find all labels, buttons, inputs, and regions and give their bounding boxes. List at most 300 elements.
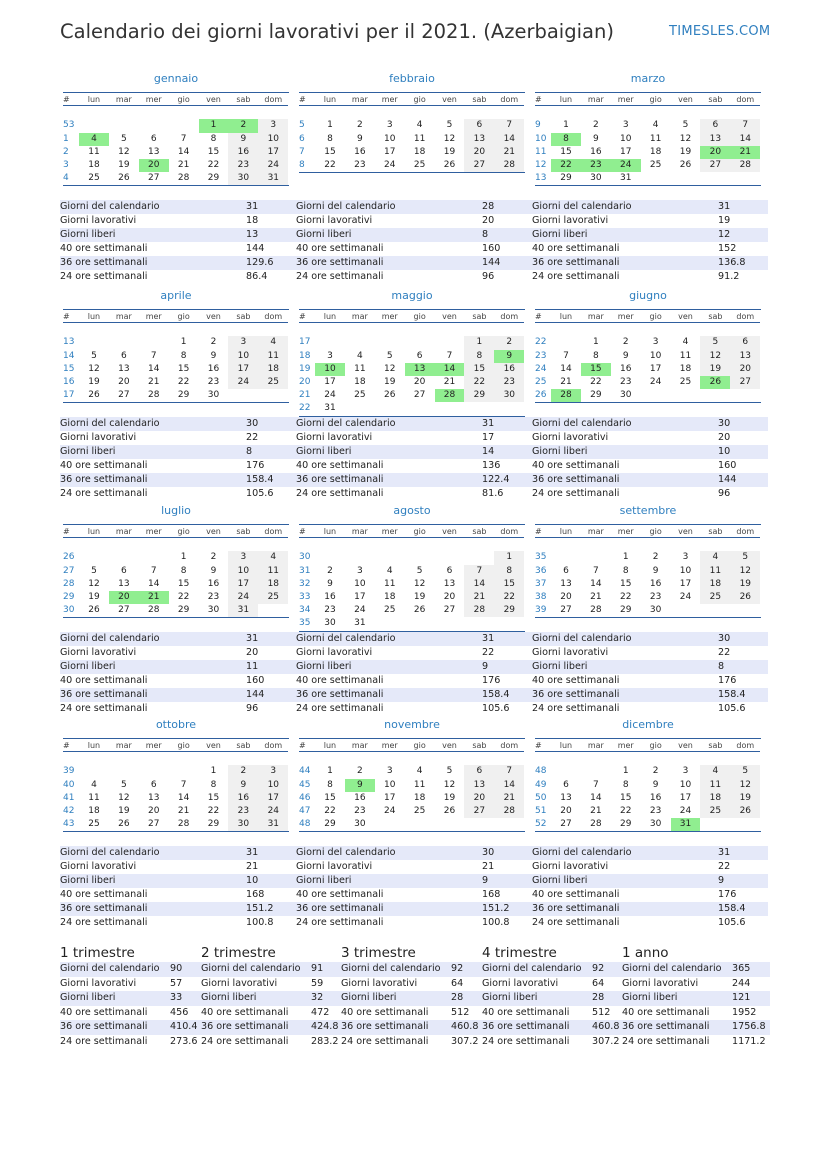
day-cell[interactable]: 24 bbox=[679, 591, 692, 602]
day-cell[interactable]: 12 bbox=[700, 350, 730, 363]
day-cell[interactable]: 27 bbox=[118, 390, 130, 401]
day-cell[interactable]: 29 bbox=[560, 173, 572, 184]
day-cell[interactable]: 8 bbox=[327, 133, 333, 144]
day-cell[interactable]: 16 bbox=[354, 792, 366, 803]
day-cell[interactable]: 10 bbox=[228, 565, 258, 578]
day-cell[interactable]: 13 bbox=[118, 578, 130, 589]
day-cell[interactable]: 26 bbox=[679, 159, 692, 170]
day-cell[interactable]: 18 bbox=[413, 792, 426, 803]
day-cell[interactable]: 1 bbox=[563, 120, 569, 131]
day-cell[interactable]: 25 bbox=[700, 805, 730, 818]
day-cell[interactable]: 10 bbox=[315, 363, 345, 376]
day-cell[interactable]: 29 bbox=[324, 819, 336, 830]
day-cell[interactable]: 6 bbox=[730, 336, 760, 349]
day-cell[interactable]: 13 bbox=[464, 779, 494, 792]
day-cell[interactable]: 7 bbox=[592, 565, 599, 576]
day-cell[interactable]: 20 bbox=[109, 591, 139, 604]
day-cell[interactable]: 10 bbox=[649, 350, 662, 361]
day-cell[interactable]: 19 bbox=[730, 792, 760, 805]
day-cell[interactable]: 28 bbox=[177, 173, 190, 184]
day-cell[interactable]: 25 bbox=[354, 390, 366, 401]
day-cell[interactable]: 10 bbox=[679, 565, 692, 576]
day-cell[interactable]: 8 bbox=[180, 350, 187, 361]
day-cell[interactable]: 12 bbox=[384, 363, 396, 374]
day-cell[interactable]: 24 bbox=[324, 390, 336, 401]
day-cell[interactable]: 12 bbox=[679, 133, 692, 144]
day-cell[interactable]: 18 bbox=[700, 578, 730, 591]
day-cell[interactable]: 13 bbox=[443, 578, 456, 589]
day-cell[interactable]: 24 bbox=[258, 159, 288, 172]
day-cell[interactable]: 10 bbox=[228, 350, 258, 363]
day-cell[interactable]: 26 bbox=[384, 390, 396, 401]
day-cell[interactable]: 14 bbox=[730, 133, 760, 146]
day-cell[interactable]: 20 bbox=[560, 805, 572, 816]
day-cell[interactable]: 1 bbox=[180, 337, 187, 348]
day-cell[interactable]: 19 bbox=[88, 591, 100, 602]
day-cell[interactable]: 15 bbox=[207, 146, 220, 157]
day-cell[interactable]: 9 bbox=[652, 779, 659, 790]
day-cell[interactable]: 12 bbox=[88, 578, 100, 589]
day-cell[interactable]: 14 bbox=[560, 363, 572, 374]
day-cell[interactable]: 21 bbox=[148, 376, 160, 387]
day-cell[interactable]: 10 bbox=[258, 779, 288, 792]
day-cell[interactable]: 12 bbox=[118, 146, 130, 157]
day-cell[interactable]: 26 bbox=[118, 819, 130, 830]
day-cell[interactable]: 2 bbox=[622, 337, 629, 348]
day-cell[interactable]: 7 bbox=[464, 565, 494, 578]
day-cell[interactable]: 19 bbox=[118, 159, 130, 170]
day-cell[interactable]: 11 bbox=[700, 565, 730, 578]
day-cell[interactable]: 31 bbox=[258, 172, 288, 185]
day-cell[interactable]: 19 bbox=[730, 578, 760, 591]
day-cell[interactable]: 5 bbox=[91, 565, 97, 576]
day-cell[interactable]: 21 bbox=[443, 376, 456, 387]
day-cell[interactable]: 6 bbox=[150, 133, 157, 144]
day-cell[interactable]: 6 bbox=[150, 779, 157, 790]
day-cell[interactable]: 6 bbox=[120, 565, 127, 576]
day-cell[interactable]: 28 bbox=[148, 605, 160, 616]
day-cell[interactable]: 2 bbox=[228, 765, 258, 778]
day-cell[interactable]: 2 bbox=[327, 565, 333, 576]
day-cell[interactable]: 23 bbox=[354, 805, 366, 816]
day-cell[interactable]: 6 bbox=[563, 565, 569, 576]
day-cell[interactable]: 8 bbox=[210, 779, 217, 790]
day-cell[interactable]: 9 bbox=[210, 565, 217, 576]
day-cell[interactable]: 2 bbox=[356, 120, 363, 131]
day-cell[interactable]: 13 bbox=[464, 133, 494, 146]
day-cell[interactable]: 18 bbox=[679, 363, 692, 374]
day-cell[interactable]: 22 bbox=[620, 805, 632, 816]
day-cell[interactable]: 15 bbox=[581, 363, 611, 376]
day-cell[interactable]: 30 bbox=[207, 605, 220, 616]
day-cell[interactable]: 13 bbox=[118, 363, 130, 374]
day-cell[interactable]: 7 bbox=[180, 779, 187, 790]
day-cell[interactable]: 17 bbox=[679, 578, 692, 589]
day-cell[interactable]: 16 bbox=[494, 363, 524, 376]
day-cell[interactable]: 5 bbox=[446, 120, 453, 131]
day-cell[interactable]: 26 bbox=[88, 605, 100, 616]
day-cell[interactable]: 13 bbox=[405, 363, 435, 376]
day-cell[interactable]: 8 bbox=[551, 133, 581, 146]
day-cell[interactable]: 6 bbox=[416, 350, 423, 361]
day-cell[interactable]: 7 bbox=[494, 119, 524, 132]
day-cell[interactable]: 21 bbox=[560, 376, 572, 387]
day-cell[interactable]: 3 bbox=[327, 350, 333, 361]
day-cell[interactable]: 27 bbox=[730, 376, 760, 389]
day-cell[interactable]: 27 bbox=[464, 159, 494, 172]
day-cell[interactable]: 17 bbox=[354, 591, 366, 602]
day-cell[interactable]: 18 bbox=[258, 578, 288, 591]
day-cell[interactable]: 16 bbox=[649, 578, 662, 589]
day-cell[interactable]: 20 bbox=[413, 376, 426, 387]
day-cell[interactable]: 9 bbox=[622, 350, 629, 361]
day-cell[interactable]: 27 bbox=[560, 605, 572, 616]
day-cell[interactable]: 21 bbox=[494, 146, 524, 159]
day-cell[interactable]: 27 bbox=[464, 805, 494, 818]
day-cell[interactable]: 30 bbox=[228, 172, 258, 185]
day-cell[interactable]: 1 bbox=[622, 766, 629, 777]
day-cell[interactable]: 24 bbox=[228, 591, 258, 604]
day-cell[interactable]: 18 bbox=[649, 146, 662, 157]
day-cell[interactable]: 18 bbox=[413, 146, 426, 157]
day-cell[interactable]: 11 bbox=[700, 779, 730, 792]
day-cell[interactable]: 3 bbox=[622, 120, 629, 131]
day-cell[interactable]: 17 bbox=[324, 376, 336, 387]
day-cell[interactable]: 14 bbox=[177, 792, 190, 803]
day-cell[interactable]: 15 bbox=[620, 578, 632, 589]
day-cell[interactable]: 4 bbox=[700, 765, 730, 778]
day-cell[interactable]: 30 bbox=[649, 605, 662, 616]
day-cell[interactable]: 22 bbox=[551, 159, 581, 172]
day-cell[interactable]: 15 bbox=[494, 578, 524, 591]
day-cell[interactable]: 13 bbox=[148, 146, 160, 157]
day-cell[interactable]: 25 bbox=[700, 591, 730, 604]
day-cell[interactable]: 30 bbox=[590, 173, 602, 184]
day-cell[interactable]: 11 bbox=[88, 146, 100, 157]
day-cell[interactable]: 16 bbox=[354, 146, 366, 157]
day-cell[interactable]: 6 bbox=[563, 779, 569, 790]
day-cell[interactable]: 16 bbox=[620, 363, 632, 374]
day-cell[interactable]: 5 bbox=[730, 765, 760, 778]
day-cell[interactable]: 11 bbox=[88, 792, 100, 803]
day-cell[interactable]: 17 bbox=[228, 363, 258, 376]
day-cell[interactable]: 26 bbox=[443, 159, 456, 170]
day-cell[interactable]: 14 bbox=[435, 363, 465, 376]
day-cell[interactable]: 23 bbox=[228, 159, 258, 172]
day-cell[interactable]: 16 bbox=[324, 591, 336, 602]
day-cell[interactable]: 10 bbox=[679, 779, 692, 790]
day-cell[interactable]: 23 bbox=[494, 376, 524, 389]
day-cell[interactable]: 3 bbox=[228, 551, 258, 564]
day-cell[interactable]: 5 bbox=[730, 551, 760, 564]
day-cell[interactable]: 27 bbox=[560, 819, 572, 830]
day-cell[interactable]: 29 bbox=[464, 389, 494, 402]
day-cell[interactable]: 11 bbox=[679, 350, 692, 361]
day-cell[interactable]: 20 bbox=[148, 805, 160, 816]
day-cell[interactable]: 14 bbox=[148, 578, 160, 589]
day-cell[interactable]: 24 bbox=[384, 805, 396, 816]
day-cell[interactable]: 8 bbox=[622, 565, 629, 576]
day-cell[interactable]: 25 bbox=[679, 376, 692, 387]
day-cell[interactable]: 15 bbox=[560, 146, 572, 157]
day-cell[interactable]: 29 bbox=[177, 390, 190, 401]
day-cell[interactable]: 27 bbox=[148, 819, 160, 830]
day-cell[interactable]: 9 bbox=[356, 133, 363, 144]
day-cell[interactable]: 12 bbox=[88, 363, 100, 374]
day-cell[interactable]: 23 bbox=[620, 376, 632, 387]
day-cell[interactable]: 6 bbox=[700, 119, 730, 132]
day-cell[interactable]: 23 bbox=[649, 591, 662, 602]
day-cell[interactable]: 18 bbox=[384, 591, 396, 602]
day-cell[interactable]: 4 bbox=[258, 336, 288, 349]
day-cell[interactable]: 20 bbox=[139, 159, 169, 172]
day-cell[interactable]: 26 bbox=[443, 805, 456, 816]
day-cell[interactable]: 23 bbox=[649, 805, 662, 816]
day-cell[interactable]: 1 bbox=[494, 551, 524, 564]
day-cell[interactable]: 7 bbox=[563, 350, 569, 361]
day-cell[interactable]: 14 bbox=[177, 146, 190, 157]
day-cell[interactable]: 8 bbox=[622, 779, 629, 790]
day-cell[interactable]: 30 bbox=[207, 390, 220, 401]
day-cell[interactable]: 26 bbox=[700, 376, 730, 389]
day-cell[interactable]: 21 bbox=[590, 591, 602, 602]
day-cell[interactable]: 5 bbox=[91, 350, 97, 361]
day-cell[interactable]: 31 bbox=[228, 604, 258, 617]
day-cell[interactable]: 30 bbox=[649, 819, 662, 830]
day-cell[interactable]: 9 bbox=[228, 779, 258, 792]
day-cell[interactable]: 27 bbox=[700, 159, 730, 172]
day-cell[interactable]: 19 bbox=[700, 363, 730, 376]
day-cell[interactable]: 20 bbox=[464, 146, 494, 159]
day-cell[interactable]: 11 bbox=[354, 363, 366, 374]
day-cell[interactable]: 21 bbox=[590, 805, 602, 816]
day-cell[interactable]: 5 bbox=[682, 120, 689, 131]
day-cell[interactable]: 12 bbox=[730, 565, 760, 578]
day-cell[interactable]: 15 bbox=[324, 792, 336, 803]
day-cell[interactable]: 4 bbox=[356, 350, 363, 361]
day-cell[interactable]: 19 bbox=[443, 146, 456, 157]
day-cell[interactable]: 20 bbox=[464, 792, 494, 805]
day-cell[interactable]: 28 bbox=[494, 159, 524, 172]
day-cell[interactable]: 17 bbox=[258, 792, 288, 805]
day-cell[interactable]: 6 bbox=[464, 119, 494, 132]
day-cell[interactable]: 4 bbox=[79, 133, 109, 146]
day-cell[interactable]: 3 bbox=[258, 765, 288, 778]
day-cell[interactable]: 30 bbox=[494, 389, 524, 402]
day-cell[interactable]: 24 bbox=[384, 159, 396, 170]
day-cell[interactable]: 25 bbox=[88, 173, 100, 184]
day-cell[interactable]: 20 bbox=[700, 146, 730, 159]
day-cell[interactable]: 27 bbox=[118, 605, 130, 616]
day-cell[interactable]: 26 bbox=[730, 591, 760, 604]
day-cell[interactable]: 3 bbox=[682, 766, 689, 777]
day-cell[interactable]: 21 bbox=[494, 792, 524, 805]
day-cell[interactable]: 5 bbox=[416, 565, 423, 576]
day-cell[interactable]: 7 bbox=[446, 350, 453, 361]
day-cell[interactable]: 23 bbox=[228, 805, 258, 818]
day-cell[interactable]: 12 bbox=[443, 133, 456, 144]
day-cell[interactable]: 25 bbox=[258, 591, 288, 604]
day-cell[interactable]: 25 bbox=[384, 605, 396, 616]
day-cell[interactable]: 3 bbox=[386, 766, 393, 777]
day-cell[interactable]: 14 bbox=[464, 578, 494, 591]
day-cell[interactable]: 22 bbox=[494, 591, 524, 604]
day-cell[interactable]: 21 bbox=[177, 805, 190, 816]
day-cell[interactable]: 22 bbox=[324, 159, 336, 170]
day-cell[interactable]: 16 bbox=[228, 146, 258, 159]
day-cell[interactable]: 8 bbox=[494, 565, 524, 578]
day-cell[interactable]: 1 bbox=[180, 552, 187, 563]
day-cell[interactable]: 3 bbox=[386, 120, 393, 131]
day-cell[interactable]: 2 bbox=[356, 766, 363, 777]
day-cell[interactable]: 9 bbox=[345, 779, 375, 792]
day-cell[interactable]: 3 bbox=[228, 336, 258, 349]
day-cell[interactable]: 17 bbox=[228, 578, 258, 591]
day-cell[interactable]: 14 bbox=[590, 578, 602, 589]
day-cell[interactable]: 3 bbox=[356, 565, 363, 576]
day-cell[interactable]: 14 bbox=[494, 133, 524, 146]
day-cell[interactable]: 15 bbox=[207, 792, 220, 803]
day-cell[interactable]: 2 bbox=[210, 337, 217, 348]
day-cell[interactable]: 11 bbox=[384, 578, 396, 589]
day-cell[interactable]: 13 bbox=[148, 792, 160, 803]
day-cell[interactable]: 22 bbox=[207, 159, 220, 170]
day-cell[interactable]: 29 bbox=[590, 390, 602, 401]
day-cell[interactable]: 6 bbox=[464, 765, 494, 778]
day-cell[interactable]: 29 bbox=[494, 604, 524, 617]
day-cell[interactable]: 8 bbox=[210, 133, 217, 144]
day-cell[interactable]: 29 bbox=[207, 173, 220, 184]
day-cell[interactable]: 6 bbox=[120, 350, 127, 361]
day-cell[interactable]: 26 bbox=[88, 390, 100, 401]
day-cell[interactable]: 4 bbox=[416, 766, 423, 777]
day-cell[interactable]: 12 bbox=[443, 779, 456, 790]
day-cell[interactable]: 25 bbox=[258, 376, 288, 389]
day-cell[interactable]: 9 bbox=[327, 578, 333, 589]
day-cell[interactable]: 17 bbox=[620, 146, 632, 157]
day-cell[interactable]: 29 bbox=[620, 819, 632, 830]
day-cell[interactable]: 3 bbox=[682, 552, 689, 563]
day-cell[interactable]: 24 bbox=[228, 376, 258, 389]
day-cell[interactable]: 1 bbox=[210, 766, 217, 777]
day-cell[interactable]: 11 bbox=[413, 133, 426, 144]
day-cell[interactable]: 3 bbox=[258, 119, 288, 132]
day-cell[interactable]: 7 bbox=[180, 133, 187, 144]
day-cell[interactable]: 30 bbox=[324, 618, 336, 629]
day-cell[interactable]: 1 bbox=[327, 766, 333, 777]
day-cell[interactable]: 25 bbox=[413, 805, 426, 816]
day-cell[interactable]: 15 bbox=[177, 363, 190, 374]
day-cell[interactable]: 11 bbox=[413, 779, 426, 790]
day-cell[interactable]: 29 bbox=[620, 605, 632, 616]
day-cell[interactable]: 4 bbox=[682, 337, 689, 348]
day-cell[interactable]: 15 bbox=[177, 578, 190, 589]
day-cell[interactable]: 25 bbox=[649, 159, 662, 170]
day-cell[interactable]: 14 bbox=[590, 792, 602, 803]
day-cell[interactable]: 8 bbox=[180, 565, 187, 576]
day-cell[interactable]: 22 bbox=[207, 805, 220, 816]
day-cell[interactable]: 19 bbox=[118, 805, 130, 816]
day-cell[interactable]: 28 bbox=[435, 389, 465, 402]
day-cell[interactable]: 28 bbox=[177, 819, 190, 830]
day-cell[interactable]: 9 bbox=[210, 350, 217, 361]
day-cell[interactable]: 23 bbox=[324, 605, 336, 616]
day-cell[interactable]: 8 bbox=[592, 350, 599, 361]
day-cell[interactable]: 12 bbox=[413, 578, 426, 589]
day-cell[interactable]: 24 bbox=[258, 805, 288, 818]
day-cell[interactable]: 15 bbox=[464, 363, 494, 376]
day-cell[interactable]: 17 bbox=[679, 792, 692, 803]
day-cell[interactable]: 28 bbox=[464, 604, 494, 617]
day-cell[interactable]: 28 bbox=[551, 389, 581, 402]
day-cell[interactable]: 31 bbox=[324, 403, 336, 414]
day-cell[interactable]: 21 bbox=[464, 591, 494, 604]
day-cell[interactable]: 17 bbox=[258, 146, 288, 159]
day-cell[interactable]: 18 bbox=[258, 363, 288, 376]
day-cell[interactable]: 31 bbox=[354, 618, 366, 629]
day-cell[interactable]: 24 bbox=[649, 376, 662, 387]
day-cell[interactable]: 18 bbox=[88, 159, 100, 170]
day-cell[interactable]: 12 bbox=[730, 779, 760, 792]
day-cell[interactable]: 26 bbox=[413, 605, 426, 616]
day-cell[interactable]: 28 bbox=[148, 390, 160, 401]
day-cell[interactable]: 30 bbox=[228, 818, 258, 831]
day-cell[interactable]: 19 bbox=[679, 146, 692, 157]
day-cell[interactable]: 13 bbox=[560, 578, 572, 589]
day-cell[interactable]: 27 bbox=[413, 390, 426, 401]
day-cell[interactable]: 2 bbox=[228, 119, 258, 132]
day-cell[interactable]: 22 bbox=[324, 805, 336, 816]
day-cell[interactable]: 18 bbox=[88, 805, 100, 816]
day-cell[interactable]: 5 bbox=[386, 350, 393, 361]
day-cell[interactable]: 4 bbox=[258, 551, 288, 564]
day-cell[interactable]: 22 bbox=[177, 591, 190, 602]
day-cell[interactable]: 21 bbox=[139, 591, 169, 604]
day-cell[interactable]: 9 bbox=[228, 133, 258, 146]
day-cell[interactable]: 7 bbox=[150, 565, 157, 576]
day-cell[interactable]: 16 bbox=[590, 146, 602, 157]
day-cell[interactable]: 11 bbox=[258, 350, 288, 363]
day-cell[interactable]: 7 bbox=[150, 350, 157, 361]
day-cell[interactable]: 19 bbox=[413, 591, 426, 602]
day-cell[interactable]: 4 bbox=[652, 120, 659, 131]
day-cell[interactable]: 10 bbox=[354, 578, 366, 589]
day-cell[interactable]: 2 bbox=[494, 336, 524, 349]
day-cell[interactable]: 9 bbox=[592, 133, 599, 144]
day-cell[interactable]: 23 bbox=[581, 159, 611, 172]
day-cell[interactable]: 15 bbox=[324, 146, 336, 157]
day-cell[interactable]: 8 bbox=[464, 350, 494, 363]
day-cell[interactable]: 17 bbox=[384, 792, 396, 803]
day-cell[interactable]: 24 bbox=[354, 605, 366, 616]
day-cell[interactable]: 5 bbox=[120, 779, 127, 790]
day-cell[interactable]: 6 bbox=[446, 565, 453, 576]
day-cell[interactable]: 2 bbox=[652, 552, 659, 563]
day-cell[interactable]: 25 bbox=[88, 819, 100, 830]
day-cell[interactable]: 20 bbox=[730, 363, 760, 376]
day-cell[interactable]: 20 bbox=[560, 591, 572, 602]
day-cell[interactable]: 13 bbox=[560, 792, 572, 803]
day-cell[interactable]: 7 bbox=[730, 119, 760, 132]
day-cell[interactable]: 8 bbox=[327, 779, 333, 790]
day-cell[interactable]: 2 bbox=[592, 120, 599, 131]
day-cell[interactable]: 20 bbox=[443, 591, 456, 602]
day-cell[interactable]: 25 bbox=[413, 159, 426, 170]
day-cell[interactable]: 1 bbox=[464, 336, 494, 349]
day-cell[interactable]: 29 bbox=[207, 819, 220, 830]
day-cell[interactable]: 10 bbox=[384, 133, 396, 144]
day-cell[interactable]: 22 bbox=[177, 376, 190, 387]
